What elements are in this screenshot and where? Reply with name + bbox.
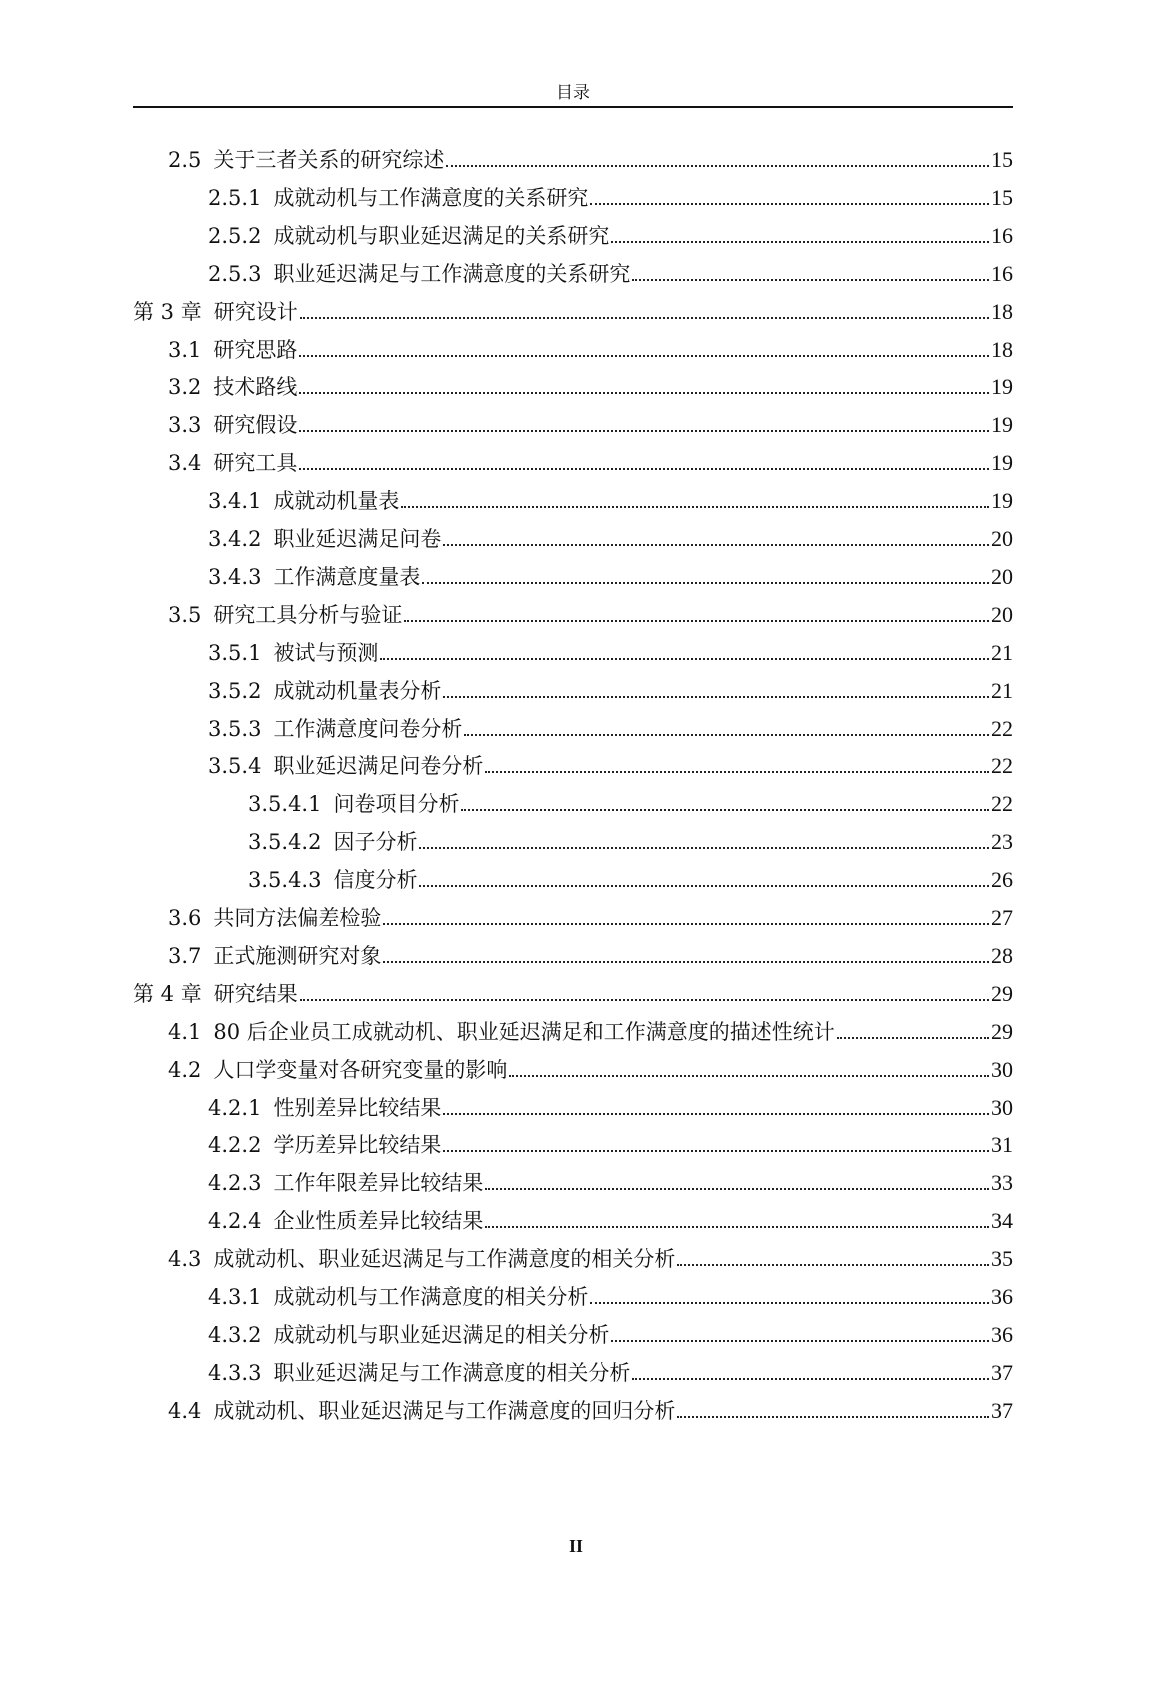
toc-entry-page: 36 xyxy=(991,1284,1013,1309)
toc-dot-leader xyxy=(461,809,989,811)
toc-entry-page: 15 xyxy=(991,147,1013,172)
toc-entry-title: 职业延迟满足问卷分析 xyxy=(273,754,484,778)
toc-dot-leader xyxy=(299,392,989,394)
toc-dot-leader xyxy=(677,1264,989,1266)
toc-entry-number: 4.2.4 xyxy=(208,1209,262,1233)
toc-entry[interactable] xyxy=(248,788,1013,820)
toc-entry-title: 技术路线 xyxy=(213,375,298,399)
toc-dot-leader xyxy=(443,1150,989,1152)
toc-entry-number: 3.3 xyxy=(168,413,202,437)
toc-entry-number: 3.5.1 xyxy=(208,641,262,665)
toc-entry-number: 第 3 章 xyxy=(133,300,202,324)
toc-entry-title: 信度分析 xyxy=(333,868,418,892)
toc-entry[interactable] xyxy=(208,750,1013,782)
toc-dot-leader xyxy=(485,1226,989,1228)
toc-entry-number: 4.2.3 xyxy=(208,1171,262,1195)
toc-entry-title: 共同方法偏差检验 xyxy=(213,906,382,930)
toc-dot-leader xyxy=(299,430,989,432)
toc-entry-title: 成就动机量表 xyxy=(273,489,400,513)
toc-entry-page: 26 xyxy=(991,867,1013,892)
header-divider xyxy=(133,106,1013,108)
toc-entry-title: 因子分析 xyxy=(333,830,418,854)
toc-dot-leader xyxy=(404,620,989,622)
toc-dot-leader xyxy=(419,847,989,849)
toc-entry-title: 正式施测研究对象 xyxy=(213,944,382,968)
toc-entry[interactable] xyxy=(208,1281,1013,1313)
toc-entry-title: 性别差异比较结果 xyxy=(273,1096,442,1120)
toc-entry-number: 3.7 xyxy=(168,944,202,968)
toc-entry[interactable] xyxy=(208,1319,1013,1351)
toc-entry[interactable] xyxy=(208,220,1013,252)
toc-entry[interactable] xyxy=(168,599,1013,631)
toc-entry-page: 35 xyxy=(991,1246,1013,1271)
toc-entry-page: 27 xyxy=(991,905,1013,930)
toc-entry[interactable] xyxy=(248,864,1013,896)
toc-entry-page: 19 xyxy=(991,374,1013,399)
toc-entry-title: 工作满意度量表 xyxy=(273,565,421,589)
toc-entry-title: 研究工具分析与验证 xyxy=(213,603,403,627)
toc-dot-leader xyxy=(632,279,989,281)
toc-entry-number: 4.3 xyxy=(168,1247,202,1271)
toc-entry[interactable] xyxy=(248,826,1013,858)
toc-entry-title: 学历差异比较结果 xyxy=(273,1133,442,1157)
toc-entry[interactable] xyxy=(208,182,1013,214)
toc-entry-number: 4.4 xyxy=(168,1399,202,1423)
toc-dot-leader xyxy=(509,1075,989,1077)
toc-dot-leader xyxy=(632,1378,989,1380)
toc-entry-number: 3.5 xyxy=(168,603,202,627)
toc-entry-title: 成就动机与职业延迟满足的相关分析 xyxy=(273,1323,610,1347)
toc-dot-leader xyxy=(380,658,989,660)
toc-dot-leader xyxy=(611,241,989,243)
toc-entry-page: 21 xyxy=(991,678,1013,703)
toc-entry-page: 37 xyxy=(991,1398,1013,1423)
toc-entry-title: 工作满意度问卷分析 xyxy=(273,717,463,741)
toc-entry-number: 3.5.3 xyxy=(208,717,262,741)
toc-entry-title: 成就动机、职业延迟满足与工作满意度的相关分析 xyxy=(213,1247,676,1271)
toc-entry-page: 18 xyxy=(991,337,1013,362)
toc-entry[interactable] xyxy=(208,523,1013,555)
toc-entry[interactable] xyxy=(168,447,1013,479)
toc-dot-leader xyxy=(590,1302,989,1304)
toc-entry[interactable] xyxy=(133,978,1013,1010)
toc-entry[interactable] xyxy=(168,940,1013,972)
toc-dot-leader xyxy=(446,165,989,167)
toc-entry-title: 人口学变量对各研究变量的影响 xyxy=(213,1058,508,1082)
toc-entry-number: 2.5.3 xyxy=(208,262,262,286)
toc-entry-number: 3.5.2 xyxy=(208,679,262,703)
toc-entry-page: 18 xyxy=(991,299,1013,324)
toc-entry-page: 37 xyxy=(991,1360,1013,1385)
toc-dot-leader xyxy=(300,317,989,319)
toc-entry-page: 16 xyxy=(991,261,1013,286)
toc-entry-number: 4.3.2 xyxy=(208,1323,262,1347)
toc-entry-number: 3.5.4 xyxy=(208,754,262,778)
toc-entry[interactable] xyxy=(168,409,1013,441)
toc-entry[interactable] xyxy=(208,1092,1013,1124)
toc-entry[interactable] xyxy=(208,675,1013,707)
toc-entry-page: 30 xyxy=(991,1057,1013,1082)
toc-dot-leader xyxy=(443,1113,989,1115)
toc-entry-page: 16 xyxy=(991,223,1013,248)
toc-entry-title: 研究设计 xyxy=(213,300,298,324)
toc-entry-page: 20 xyxy=(991,564,1013,589)
toc-dot-leader xyxy=(464,734,989,736)
toc-entry-page: 36 xyxy=(991,1322,1013,1347)
toc-entry-number: 4.3.3 xyxy=(208,1361,262,1385)
toc-entry-title: 职业延迟满足与工作满意度的关系研究 xyxy=(273,262,631,286)
toc-entry[interactable] xyxy=(208,1129,1013,1161)
toc-entry[interactable] xyxy=(208,561,1013,593)
toc-entry-page: 20 xyxy=(991,602,1013,627)
toc-entry[interactable] xyxy=(168,1016,1013,1048)
toc-entry-number: 4.2 xyxy=(168,1058,202,1082)
toc-dot-leader xyxy=(383,961,989,963)
page-header: 目录 xyxy=(556,83,590,103)
toc-entry-number: 2.5 xyxy=(168,148,202,172)
toc-entry[interactable] xyxy=(168,1243,1013,1275)
toc-entry[interactable] xyxy=(168,902,1013,934)
toc-entry-number: 3.6 xyxy=(168,906,202,930)
toc-entry[interactable] xyxy=(208,1357,1013,1389)
toc-entry-number: 4.3.1 xyxy=(208,1285,262,1309)
toc-entry[interactable] xyxy=(168,1054,1013,1086)
toc-entry-number: 3.4.2 xyxy=(208,527,262,551)
toc-entry-title: 职业延迟满足与工作满意度的相关分析 xyxy=(273,1361,631,1385)
toc-entry-title: 成就动机与职业延迟满足的关系研究 xyxy=(273,224,610,248)
toc-entry-number: 3.4.3 xyxy=(208,565,262,589)
toc-entry-title: 工作年限差异比较结果 xyxy=(273,1171,484,1195)
toc-entry-number: 3.1 xyxy=(168,338,202,362)
toc-dot-leader xyxy=(300,999,989,1001)
toc-dot-leader xyxy=(485,771,989,773)
toc-entry-title: 研究假设 xyxy=(213,413,298,437)
toc-entry-number: 3.5.4.3 xyxy=(248,868,322,892)
toc-entry-number: 4.2.2 xyxy=(208,1133,262,1157)
toc-entry-title: 问卷项目分析 xyxy=(333,792,460,816)
toc-entry-page: 19 xyxy=(991,412,1013,437)
toc-dot-leader xyxy=(383,923,989,925)
toc-entry-title: 成就动机量表分析 xyxy=(273,679,442,703)
toc-entry-number: 2.5.1 xyxy=(208,186,262,210)
toc-entry-title: 关于三者关系的研究综述 xyxy=(213,148,445,172)
toc-entry-page: 21 xyxy=(991,640,1013,665)
toc-entry-page: 23 xyxy=(991,829,1013,854)
toc-entry-page: 30 xyxy=(991,1095,1013,1120)
toc-entry-title: 成就动机与工作满意度的关系研究 xyxy=(273,186,589,210)
toc-entry-title: 成就动机、职业延迟满足与工作满意度的回归分析 xyxy=(213,1399,676,1423)
toc-entry-number: 3.4 xyxy=(168,451,202,475)
toc-entry-title: 研究结果 xyxy=(213,982,298,1006)
toc-entry-number: 2.5.2 xyxy=(208,224,262,248)
toc-entry-title: 80 后企业员工成就动机、职业延迟满足和工作满意度的描述性统计 xyxy=(213,1020,835,1044)
toc-entry[interactable] xyxy=(208,637,1013,669)
toc-entry-page: 22 xyxy=(991,753,1013,778)
toc-entry-page: 15 xyxy=(991,185,1013,210)
toc-entry-page: 28 xyxy=(991,943,1013,968)
page-number: II xyxy=(568,1536,583,1556)
toc-entry-title: 研究思路 xyxy=(213,338,298,362)
toc-entry-page: 19 xyxy=(991,488,1013,513)
toc-entry[interactable] xyxy=(168,1395,1013,1427)
toc-dot-leader xyxy=(590,203,989,205)
toc-dot-leader xyxy=(837,1037,989,1039)
toc-entry[interactable] xyxy=(208,1167,1013,1199)
toc-entry-title: 企业性质差异比较结果 xyxy=(273,1209,484,1233)
toc-entry-page: 34 xyxy=(991,1208,1013,1233)
toc-entry-number: 第 4 章 xyxy=(133,982,202,1006)
toc-entry-number: 3.2 xyxy=(168,375,202,399)
toc-entry-number: 4.2.1 xyxy=(208,1096,262,1120)
toc-entry[interactable] xyxy=(168,144,1013,176)
toc-entry-page: 22 xyxy=(991,716,1013,741)
toc-dot-leader xyxy=(443,696,989,698)
toc-dot-leader xyxy=(443,544,989,546)
toc-entry[interactable] xyxy=(133,296,1013,328)
toc-entry[interactable] xyxy=(208,713,1013,745)
toc-entry-page: 29 xyxy=(991,981,1013,1006)
toc-entry[interactable] xyxy=(208,258,1013,290)
toc-entry-title: 被试与预测 xyxy=(273,641,379,665)
toc-dot-leader xyxy=(677,1416,989,1418)
toc-entry[interactable] xyxy=(168,371,1013,403)
toc-entry-number: 3.5.4.2 xyxy=(248,830,322,854)
toc-dot-leader xyxy=(299,468,989,470)
toc-entry-number: 4.1 xyxy=(168,1020,202,1044)
toc-entry-title: 成就动机与工作满意度的相关分析 xyxy=(273,1285,589,1309)
toc-dot-leader xyxy=(485,1188,989,1190)
toc-entry[interactable] xyxy=(208,485,1013,517)
toc-entry-number: 3.5.4.1 xyxy=(248,792,322,816)
toc-entry-page: 19 xyxy=(991,450,1013,475)
toc-dot-leader xyxy=(401,506,989,508)
toc-entry[interactable] xyxy=(208,1205,1013,1237)
toc-entry-page: 31 xyxy=(991,1132,1013,1157)
toc-entry-page: 22 xyxy=(991,791,1013,816)
toc-entry-page: 20 xyxy=(991,526,1013,551)
toc-entry-page: 33 xyxy=(991,1170,1013,1195)
toc-entry-title: 研究工具 xyxy=(213,451,298,475)
toc-entry-number: 3.4.1 xyxy=(208,489,262,513)
toc-dot-leader xyxy=(419,885,989,887)
toc-dot-leader xyxy=(299,355,989,357)
toc-dot-leader xyxy=(422,582,989,584)
toc-entry-title: 职业延迟满足问卷 xyxy=(273,527,442,551)
toc-entry-page: 29 xyxy=(991,1019,1013,1044)
toc-entry[interactable] xyxy=(168,334,1013,366)
toc-dot-leader xyxy=(611,1340,989,1342)
